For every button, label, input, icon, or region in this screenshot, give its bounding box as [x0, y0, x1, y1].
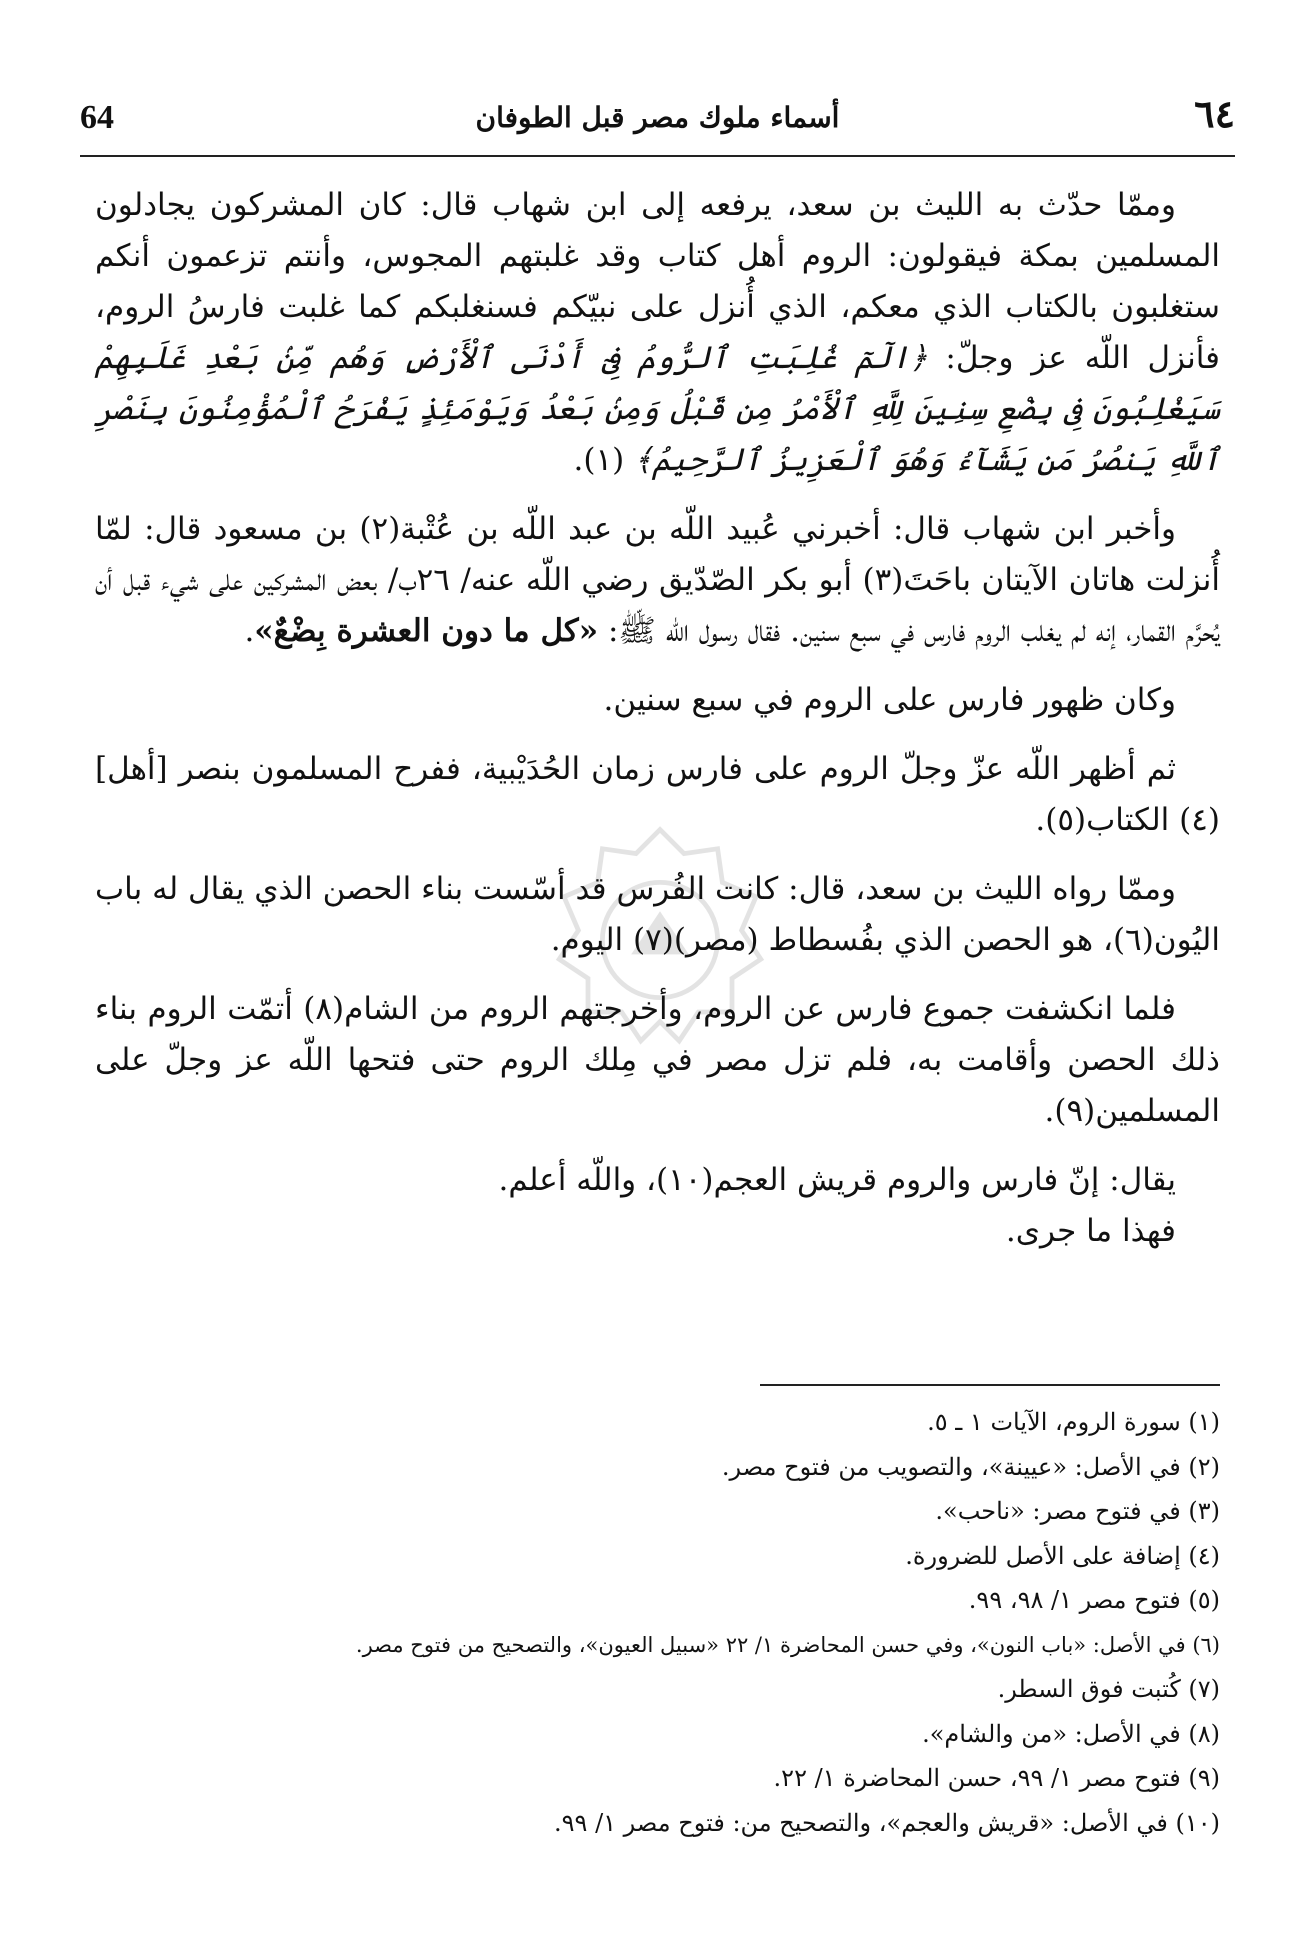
- page-number-arabic: ٦٤: [1194, 91, 1235, 136]
- hadith-quote: «كل ما دون العشرة بِضْعٌ»: [254, 613, 599, 649]
- footnote: (٤) إضافة على الأصل للضرورة.: [905, 1541, 1220, 1570]
- footnote: (٩) فتوح مصر ١/ ٩٩، حسن المحاضرة ١/ ٢٢.: [773, 1764, 1220, 1792]
- footnotes: [95, 1400, 1220, 1845]
- paragraph: وممّا رواه الليث بن سعد، قال: كانت الفُرس قد أسّست بناء الحصن الذي يقال له باب اليُون(٦)، هو الحصن الذي بفُسطاط (مصر)(٧) اليوم.: [95, 871, 1220, 958]
- footnote: (٦) في الأصل: «باب النون»، وفي حسن المحاضرة ١/ ٢٢ «سبيل العيون»، والتصحيح من فتوح مصر.: [355, 1632, 1220, 1657]
- footnote: (١) سورة الروم، الآيات ١ ـ ٥.: [927, 1408, 1220, 1436]
- footnote: (٣) في فتوح مصر: «ناحب».: [935, 1497, 1220, 1525]
- footnote: (٨) في الأصل: «من والشام».: [922, 1719, 1220, 1748]
- page-number-latin: 64: [80, 99, 114, 136]
- footnote-divider: [760, 1384, 1220, 1386]
- paragraph: فلما انكشفت جموع فارس عن الروم، وأخرجتهم الروم من الشام(٨) أتمّت الروم بناء ذلك الحصن وأقامت به، فلم تزل مصر في مِلك الروم حتى فتحها اللّه عز وجلّ على المسلمين(٩).: [95, 991, 1220, 1129]
- running-title: أسماء ملوك مصر قبل الطوفان: [475, 101, 840, 134]
- paragraph: ثم أظهر اللّه عزّ وجلّ الروم على فارس زمان الحُدَيْبية، ففرح المسلمون بنصر [أهل](٤) الكتاب(٥).: [95, 751, 1220, 838]
- page-header: [80, 85, 1235, 157]
- footnote: (١٠) في الأصل: «قريش والعجم»، والتصحيح من: فتوح مصر ١/ ٩٩.: [554, 1808, 1220, 1837]
- footnote: (٥) فتوح مصر ١/ ٩٨، ٩٩.: [968, 1586, 1220, 1614]
- footnote: (٢) في الأصل: «عيينة»، والتصويب من فتوح مصر.: [721, 1452, 1220, 1481]
- paragraph: وممّا حدّث به الليث بن سعد، يرفعه إلى ابن شهاب قال: كان المشركون يجادلون المسلمين بمكة فيقولون: الروم أهل كتاب وقد غلبتهم المجوس، وأنتم تزعمون أنكم ستغلبون بالكتاب الذي معكم، الذي أُنزل على نبيّكم فسنغلبكم كما غلبت فارسُ الروم، فأنزل اللّه عز وجلّ: ﴿الٓمٓ غُلِبَتِ ٱلرُّومُ فِىٓ أَدْنَى ٱلْأَرْضِ وَهُم مِّنۢ بَعْدِ غَلَبِهِمْ سَيَغْلِبُونَ فِى بِضْعِ سِنِينَ لِلَّهِ ٱلْأَمْرُ مِن قَبْلُ وَمِنۢ بَعْدُ وَيَوْمَئِذٍ يَفْرَحُ ٱلْمُؤْمِنُونَ بِنَصْرِ ٱللَّهِ يَنصُرُ مَن يَشَآءُ وَهُوَ ٱلْعَزِيزُ ٱلرَّحِيمُ﴾ (١).: [95, 187, 1220, 478]
- paragraph: وأخبر ابن شهاب قال: أخبرني عُبيد اللّه بن عبد اللّه بن عُتْبة(٢) بن مسعود قال: لمّا أُنزلت هاتان الآيتان باحَتَ(٣) أبو بكر الصّدّيق رضي اللّه عنه/ ٢٦ب/ بعض المشركين على شيء قبل أن يُحرَّم القمار، إنه لم يغلب الروم فارس في سبع سنين. فقال رسول اللّه ﷺ: «كل ما دون العشرة بِضْعٌ».: [95, 511, 1220, 649]
- paragraph: وكان ظهور فارس على الروم في سبع سنين.: [603, 682, 1176, 718]
- footnote-ref: (١).: [573, 442, 625, 478]
- paragraph: يقال: إنّ فارس والروم قريش العجم(١٠)، واللّه أعلم.: [498, 1162, 1176, 1198]
- footnote: (٧) كُتبت فوق السطر.: [997, 1675, 1220, 1703]
- main-text: [95, 180, 1220, 1275]
- quran-verse: ﴿الٓمٓ غُلِبَتِ ٱلرُّومُ فِىٓ أَدْنَى ٱلْأَرْضِ وَهُم مِّنۢ بَعْدِ غَلَبِهِمْ سَيَغْلِبُونَ فِى بِضْعِ سِنِينَ لِلَّهِ ٱلْأَمْرُ مِن قَبْلُ وَمِنۢ بَعْدُ وَيَوْمَئِذٍ يَفْرَحُ ٱلْمُؤْمِنُونَ بِنَصْرِ ٱللَّهِ يَنصُرُ مَن يَشَآءُ وَهُوَ ٱلْعَزِيزُ ٱلرَّحِيمُ﴾: [95, 340, 1220, 478]
- paragraph: فهذا ما جرى.: [1005, 1213, 1176, 1249]
